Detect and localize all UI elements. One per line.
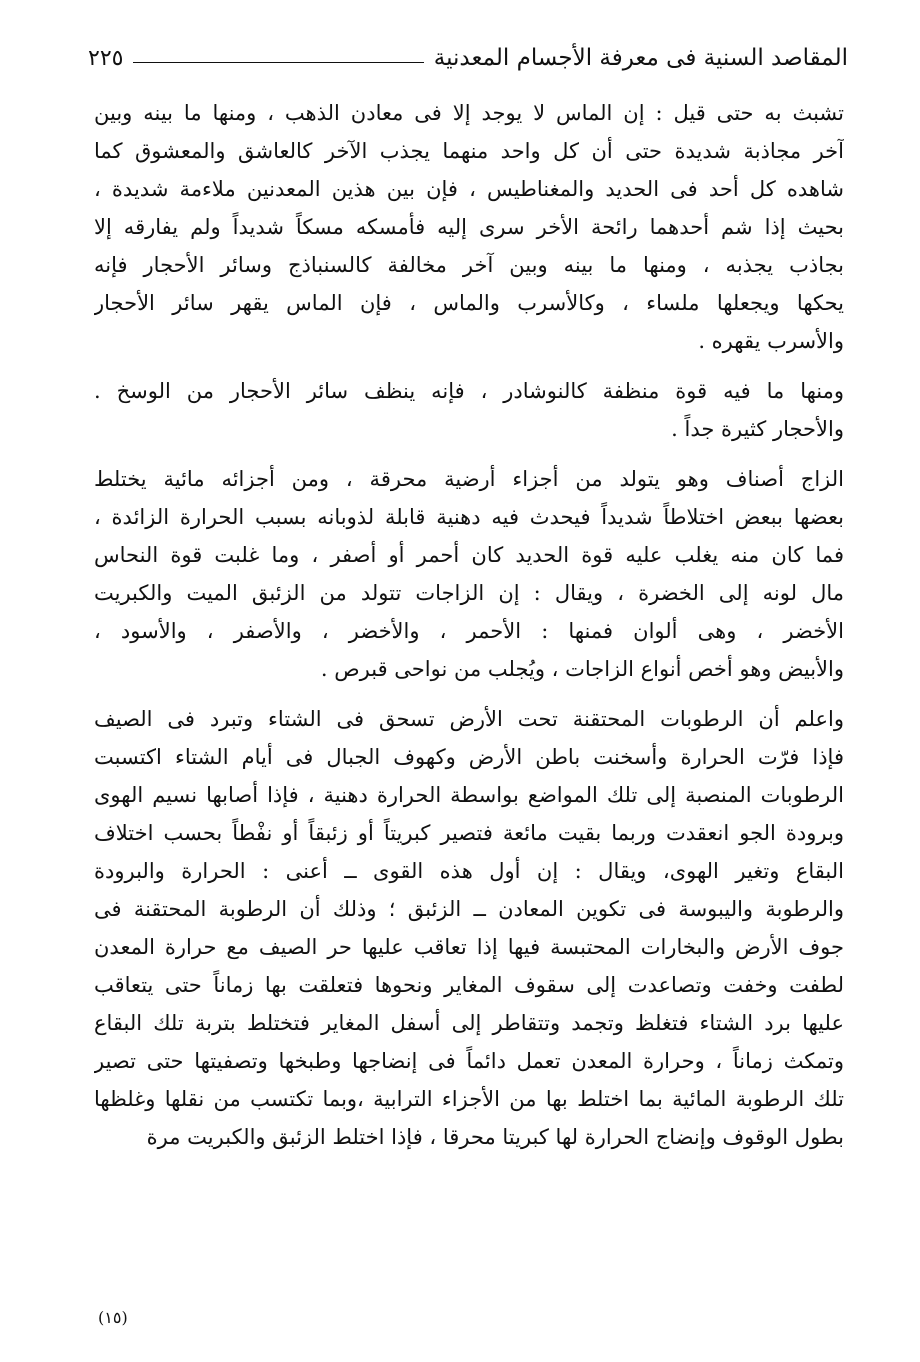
- text-line: لطفت وخفت وتصاعدت إلى سقوف المغاير ونحوها فتعلقت بها زماناً حتى يتعاقب: [94, 973, 844, 997]
- text-line: فما كان منه يغلب عليه قوة الحديد كان أحمر أو أصفر ، وما غلبت قوة النحاس: [94, 543, 844, 567]
- text-line: واعلم أن الرطوبات المحتقنة تحت الأرض تسحق فى الشتاء وتبرد فى الصيف: [94, 707, 844, 731]
- text-line: ومنها ما فيه قوة منظفة كالنوشادر ، فإنه ينظف سائر الأحجار من الوسخ .: [94, 379, 844, 403]
- text-line: عليها برد الشتاء فتغلظ وتجمد وتتقاطر إلى أسفل المغاير فتختلط بتربة تلك البقاع: [94, 1011, 844, 1035]
- text-line: الزاج أصناف وهو يتولد من أجزاء أرضية محرقة ، ومن أجزائه مائية يختلط: [94, 467, 844, 491]
- text-line: بجاذب يجذبه ، ومنها ما بينه وبين آخر مخالفة كالسنباذج وسائر الأحجار فإنه: [94, 253, 844, 277]
- text-line: الرطوبات المنصبة إلى تلك المواضع بواسطة الحرارة دهنية ، فإذا أصابها نسيم الهوى: [94, 783, 844, 807]
- header-rule: [133, 62, 423, 63]
- text-line: وتمكث زماناً ، وحرارة المعدن تعمل دائماً فى إنضاجها وطبخها وتصفيتها حتى تصير: [94, 1049, 844, 1073]
- text-line: جوف الأرض والبخارات المحتبسة فيها إذا تعاقب عليها حر الصيف مع حرارة المعدن: [94, 935, 844, 959]
- text-line: تلك الرطوبة المائية بما اختلط بها من الأجزاء الترابية ،وبما تكتسب من نقلها وغلظها: [94, 1087, 844, 1111]
- paragraph: [94, 460, 844, 688]
- text-line: آخر مجاذبة شديدة حتى أن كل واحد منهما يجذب الآخر كالعاشق والمعشوق كما: [94, 139, 844, 163]
- paragraph: [94, 372, 844, 448]
- running-title: المقاصد السنية فى معرفة الأجسام المعدنية: [433, 45, 848, 71]
- text-line: شاهده كل أحد فى الحديد والمغناطيس ، فإن بين هذين المعدنين ملاءمة شديدة ،: [94, 177, 844, 201]
- text-line: والرطوبة واليبوسة فى تكوين المعادن ــ الزئبق ؛ وذلك أن الرطوبة المحتقنة فى: [94, 897, 844, 921]
- text-line: بطول الوقوف وإنضاج الحرارة لها كبريتا محرقا ، فإذا اختلط الزئبق والكبريت مرة: [146, 1125, 844, 1149]
- text-line: مال لونه إلى الخضرة ، ويقال : إن الزاجات تتولد من الزئبق الميت والكبريت: [94, 581, 844, 605]
- text-line: والأسرب يقهره .: [698, 329, 844, 353]
- text-line: والأبيض وهو أخص أنواع الزاجات ، ويُجلب من نواحى قبرص .: [320, 657, 844, 681]
- text-line: الأخضر ، وهى ألوان فمنها : الأحمر ، والأخضر ، والأصفر ، والأسود ،: [94, 619, 844, 643]
- text-line: فإذا فرّت الحرارة وأسخنت باطن الأرض وكهوف الجبال فى أيام الشتاء اكتسبت: [94, 745, 844, 769]
- paragraph: [94, 94, 844, 360]
- signature-mark: (١٥): [98, 1308, 128, 1327]
- text-line: البقاع وتغير الهوى، ويقال : إن أول هذه القوى ــ أعنى : الحرارة والبرودة: [94, 859, 844, 883]
- text-line: تشبث به حتى قيل : إن الماس لا يوجد إلا فى معادن الذهب ، ومنها ما بينه وبين: [94, 101, 844, 125]
- text-line: والأحجار كثيرة جداً .: [671, 417, 844, 441]
- body-text: [94, 94, 844, 1156]
- text-line: بحيث إذا شم أحدهما رائحة الأخر سرى إليه فأمسكه مسكاً شديداً ولم يفارقه إلا: [94, 215, 844, 239]
- text-line: يحكها ويجعلها ملساء ، وكالأسرب والماس ، فإن الماس يقهر سائر الأحجار: [94, 291, 844, 315]
- running-header: [88, 38, 848, 78]
- paragraph: [94, 700, 844, 1156]
- text-line: بعضها ببعض اختلاطاً شديداً فيحدث فيه دهنية قابلة لذوبانه بسبب الحرارة الزائدة ،: [94, 505, 844, 529]
- page-number: ٢٢٥: [88, 45, 124, 71]
- text-line: وبرودة الجو انعقدت وربما بقيت مائعة فتصير كبريتاً أو زئبقاً أو نفْطاً بحسب اختلاف: [94, 821, 844, 845]
